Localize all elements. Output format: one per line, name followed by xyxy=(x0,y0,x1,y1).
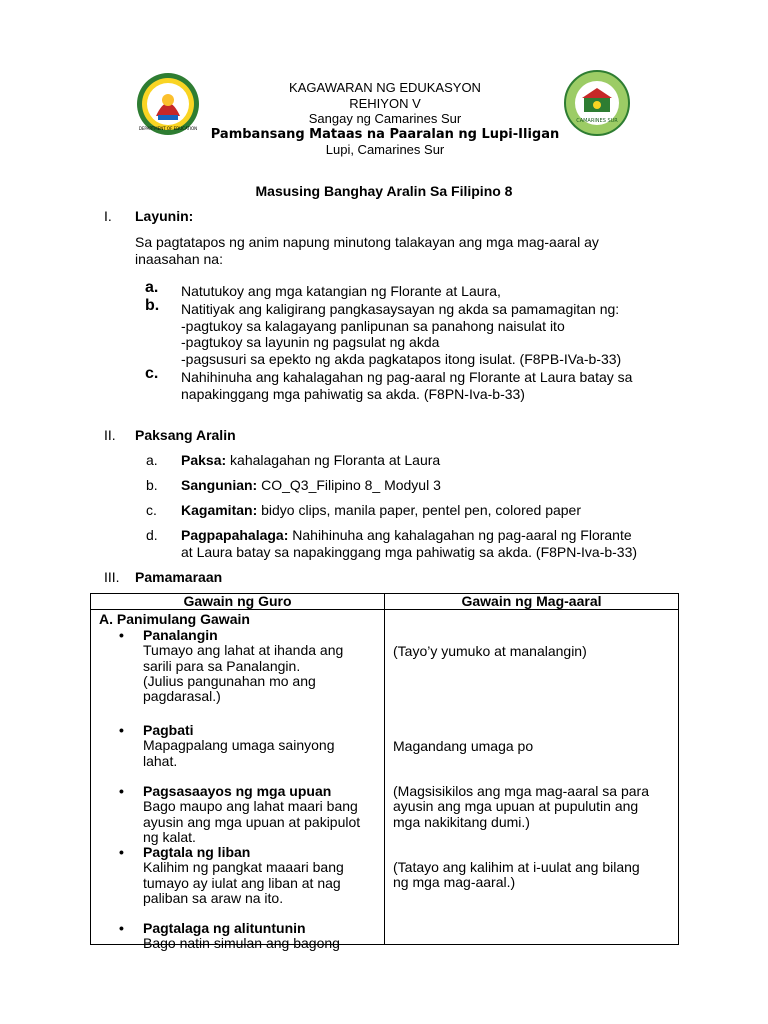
magaaral-response-pagbati: Magandang umaga po xyxy=(393,738,534,755)
procedure-table xyxy=(90,593,679,952)
section1-number: I. xyxy=(104,208,112,224)
section1-intro: Sa pagtatapos ng anim napung minutong talakayan ang mga mag-aaral ay inaasahan na: xyxy=(135,234,599,267)
right-seal-text: CAMARINES SUR xyxy=(576,118,618,124)
objective-c: Nahihinuha ang kahalagahan ng pag-aaral ng Florante at Laura batay sa napakinggang mga pahiwatig sa akda. (F8PN-Iva-b-33) xyxy=(181,369,633,402)
magaaral-response-pagtala: (Tatayo ang kalihim at i-uulat ang bilang ng mga mag-aaral.) xyxy=(393,859,640,891)
objective-a: Natutukoy ang mga katangian ng Florante at Laura, xyxy=(181,283,501,299)
section3-heading: Pamamaraan xyxy=(135,569,223,585)
section2-heading: Paksang Aralin xyxy=(135,427,236,443)
sangunian-item: Sangunian: CO_Q3_Filipino 8_ Modyul 3 xyxy=(181,477,441,493)
header-school: Pambansang Mataas na Paaralan ng Lupi-Iligan xyxy=(210,126,560,142)
objective-letter-b: b. xyxy=(145,297,160,314)
guro-cell xyxy=(91,610,385,952)
guro-item-panalangin: Panalangin Tumayo ang lahat at ihanda ang sarili para sa Panalangin. (Julius pangunahan mo ang pagdarasal.) xyxy=(143,627,344,705)
column-header-guro: Gawain ng Guro xyxy=(91,594,385,610)
guro-item-pagtala: Pagtala ng liban Kalihim ng pangkat maaari bang tumayo ay iulat ang liban at nag paliban sa araw na ito. xyxy=(143,844,344,906)
bullet-icon: • xyxy=(119,627,124,644)
section3-number: III. xyxy=(104,569,120,585)
magaaral-cell xyxy=(385,610,679,945)
bullet-icon: • xyxy=(119,920,124,937)
magaaral-response-panalangin: (Tayo’y yumuko at manalangin) xyxy=(393,643,587,660)
bullet-icon: • xyxy=(119,783,124,800)
magaaral-response-pagsasaayos: (Magsisikilos ang mga mag-aaral sa para ayusin ang mga upuan at pupulutin ang mga nakikitang dumi.) xyxy=(393,783,649,830)
header-agency: KAGAWARAN NG EDUKASYON xyxy=(289,80,481,95)
bullet-icon: • xyxy=(119,844,124,861)
paksa-item: Paksa: kahalagahan ng Floranta at Laura xyxy=(181,452,441,468)
paksa-letter: a. xyxy=(146,452,158,468)
kagamitan-item: Kagamitan: bidyo clips, manila paper, pentel pen, colored paper xyxy=(181,502,581,518)
section2-number: II. xyxy=(104,427,116,443)
lesson-title: Masusing Banghay Aralin Sa Filipino 8 xyxy=(255,183,513,199)
guro-item-pagtalaga: Pagtalaga ng alituntunin Bago natin simulan ang bagong xyxy=(143,920,340,952)
sangunian-letter: b. xyxy=(146,477,158,493)
section1-heading: Layunin: xyxy=(135,208,194,224)
pagpapahalaga-item: Pagpapahalaga: Nahihinuha ang kahalagahan ng pag-aaral ng Florante at Laura batay sa napakinggang mga pahiwatig sa akda. (F8PN-Iva-b-33) xyxy=(181,527,638,560)
header-region: REHIYON V xyxy=(349,95,421,111)
guro-item-pagsasaayos: Pagsasaayos ng mga upuan Bago maupo ang lahat maari bang ayusin ang mga upuan at pakipulot ng kalat. xyxy=(143,783,361,845)
objective-b: Natitiyak ang kaligirang pangkasaysayan ng akda sa pamamagitan ng: -pagtukoy sa kalagayang panlipunan sa panahong naisulat ito -pagtukoy sa layunin ng pagsulat ng akda -pagsusuri sa epekto ng akda pagkatapos itong isulat. (F8PB-IVa-b-33) xyxy=(181,301,622,367)
pagpapahalaga-letter: d. xyxy=(146,527,158,543)
header-division: Sangay ng Camarines Sur xyxy=(308,111,462,126)
objective-letter-c: c. xyxy=(145,365,159,382)
subheading-panimulang-gawain: A. Panimulang Gawain xyxy=(99,611,250,628)
document-header xyxy=(180,80,590,158)
objective-letter-a: a. xyxy=(145,279,159,296)
header-location: Lupi, Camarines Sur xyxy=(325,142,445,157)
guro-item-pagbati: Pagbati Mapagpalang umaga sainyong lahat. xyxy=(143,722,335,769)
bullet-icon: • xyxy=(119,722,124,739)
kagamitan-letter: c. xyxy=(146,502,157,518)
column-header-magaaral: Gawain ng Mag-aaral xyxy=(385,594,679,610)
left-seal-text: DEPARTMENT OF EDUCATION xyxy=(138,126,198,131)
